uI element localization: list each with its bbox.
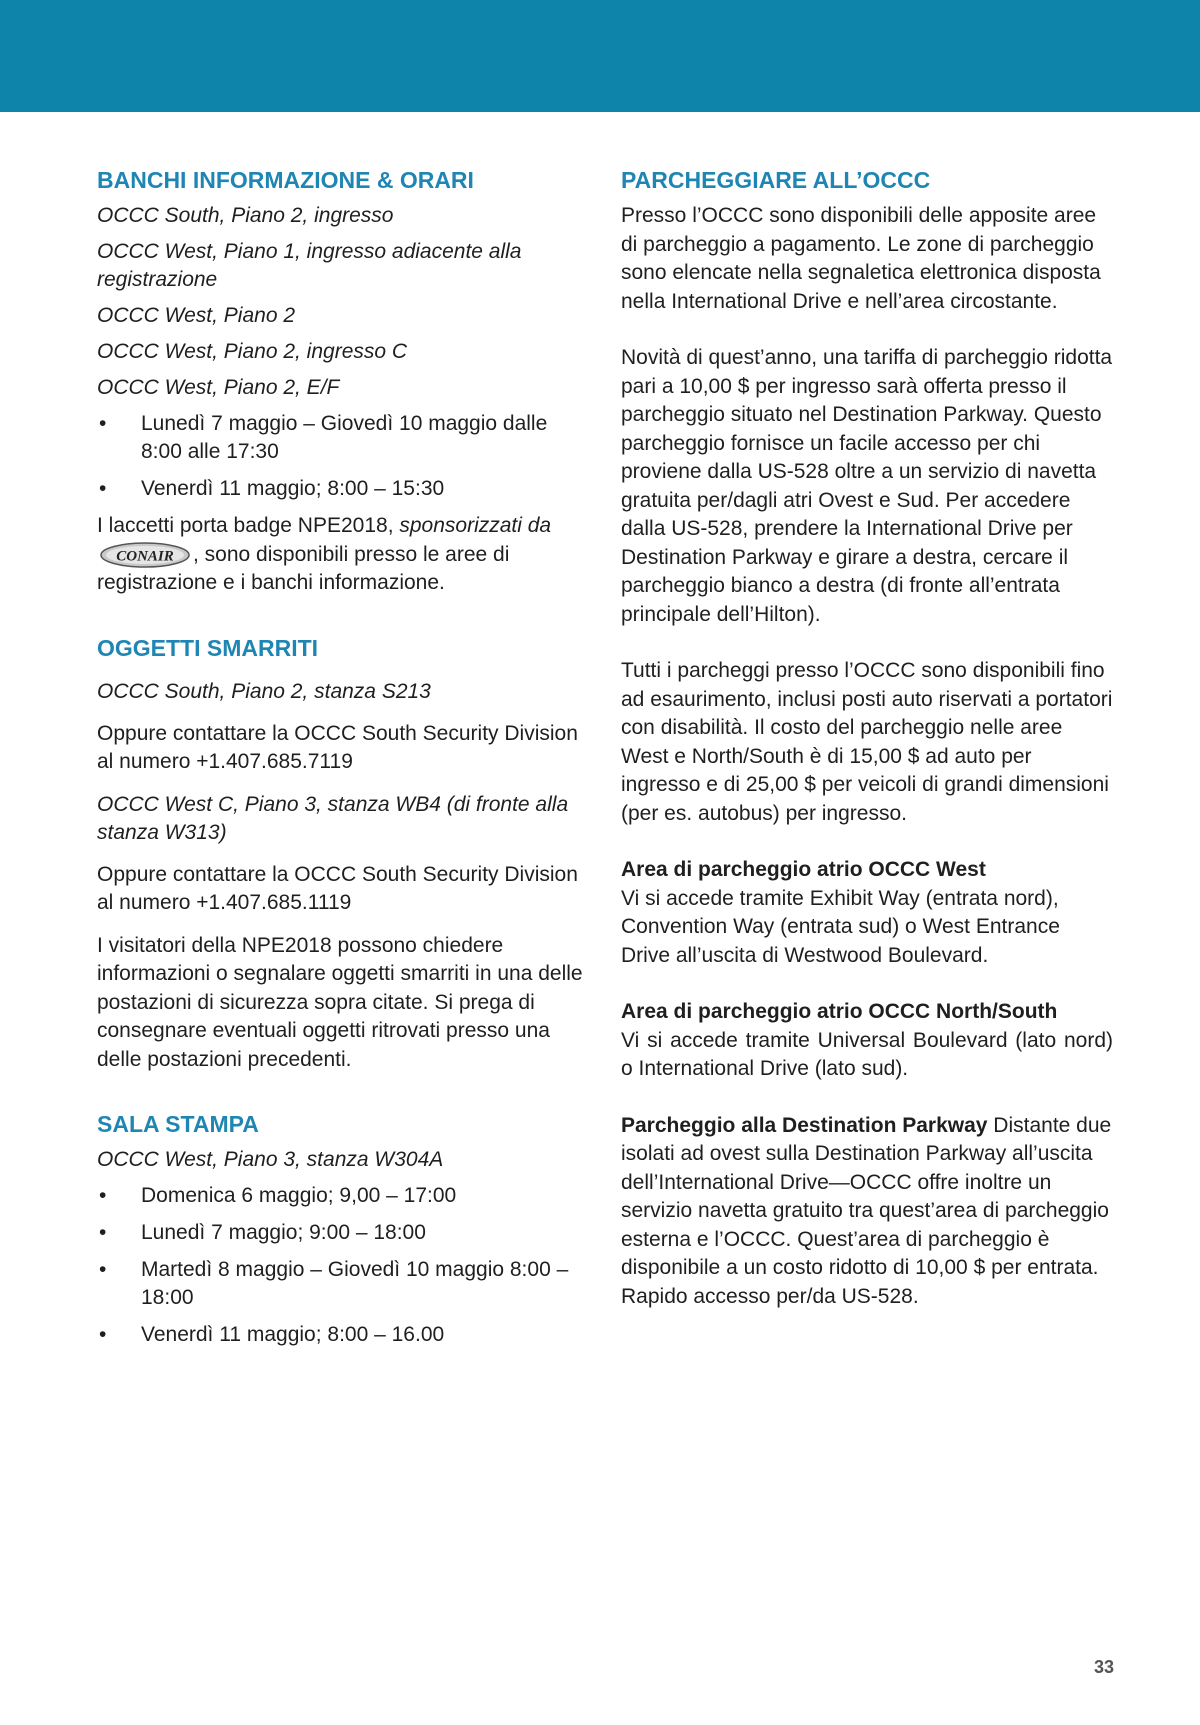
parking-intro: Presso l’OCCC sono disponibili delle apposite aree di parcheggio a pagamento. Le zone di parcheggio sono elencate nella segnaletica elettronica disposta nella International Drive e nell’area circostante. [621,204,1101,313]
parking-heading: PARCHEGGIARE ALL’OCCC [621,167,931,193]
info-location: OCCC West, Piano 2, ingresso C [97,340,408,363]
conair-logo [99,541,191,569]
right-column [621,166,1113,1319]
lanyard-paragraph [97,512,590,598]
press-hours-item: Lunedì 7 maggio; 9:00 – 18:00 [141,1221,426,1244]
lost-contact: Oppure contattare la OCCC South Security Division al numero +1.407.685.1119 [97,862,578,914]
lost-section [97,634,590,1075]
press-hours-item: Martedì 8 maggio – Giovedì 10 maggio 8:00 – 18:00 [141,1258,569,1309]
info-location: OCCC West, Piano 2 [97,304,296,327]
parking-northsouth [621,998,1113,1084]
page-number: 33 [1093,1657,1114,1677]
parking-destination-text: Distante due isolati ad ovest sulla Destination Parkway all’uscita dell’International Drive—OCCC offre inoltre un servizio navetta gratuito tra quest’area di parcheggio esterna e l’OCCC. Quest’area di parcheggio è disponibile a un costo ridotto di 10,00 $ per entrata. Rapido accesso per/da US-528. [621,1113,1112,1308]
press-section [97,1110,590,1349]
parking-destination-title: Parcheggio alla Destination Parkway [621,1113,988,1137]
info-hours-item: Venerdì 11 maggio; 8:00 – 15:30 [141,477,445,500]
press-heading: SALA STAMPA [97,1111,259,1137]
info-location: OCCC South, Piano 2, ingresso [97,204,394,227]
parking-west [621,856,1113,970]
list-item [97,1182,590,1210]
bullet-icon: • [99,1221,107,1244]
bullet-icon: • [99,1184,107,1207]
list-item [97,1256,590,1312]
lost-location: OCCC West C, Piano 3, stanza WB4 (di fronte alla stanza W313) [97,792,569,844]
info-section [97,166,590,598]
lost-heading: OGGETTI SMARRITI [97,634,319,661]
parking-availability: Tutti i parcheggi presso l’OCCC sono disponibili fino ad esaurimento, inclusi posti auto riservati a portatori con disabilità. Il costo del parcheggio nelle aree West e North/South è di 15,00 $ ad auto per ingresso e di 25,00 $ per veicoli di grandi dimensioni (per es. autobus) per ingresso. [621,659,1113,825]
list-item [97,1321,590,1349]
list-item [97,410,590,466]
press-hours-list [97,1182,590,1349]
bullet-icon: • [99,477,107,500]
bullet-icon: • [99,1258,107,1281]
lost-contact: Oppure contattare la OCCC South Security Division al numero +1.407.685.7119 [97,721,578,773]
header-band [0,0,1200,112]
info-hours-list [97,410,590,503]
press-hours-item: Venerdì 11 maggio; 8:00 – 16.00 [141,1323,445,1346]
bullet-icon: • [99,1323,107,1346]
parking-northsouth-text: Vi si accede tramite Universal Boulevard (lato nord) o International Drive (lato sud). [621,1028,1113,1080]
info-location: OCCC West, Piano 1, ingresso adiacente alla registrazione [97,240,522,291]
parking-west-text: Vi si accede tramite Exhibit Way (entrata nord), Convention Way (entrata sud) o West Entrance Drive all’uscita di Westwood Boulevard. [621,886,1060,967]
parking-west-title: Area di parcheggio atrio OCCC West [621,858,986,881]
lost-note: I visitatori della NPE2018 possono chiedere informazioni o segnalare oggetti smarriti in una delle postazioni di sicurezza sopra citate. Si prega di consegnare eventuali oggetti ritrovati presso una delle postazioni precedenti. [97,933,583,1071]
bullet-icon: • [99,412,107,435]
list-item [97,475,590,503]
list-item [97,1219,590,1247]
svg-text:CONAIR: CONAIR [116,548,174,565]
parking-destination [621,1112,1113,1312]
press-hours-item: Domenica 6 maggio; 9,00 – 17:00 [141,1184,457,1207]
lanyard-sponsor-text: sponsorizzati da [399,514,552,537]
lanyard-text: I laccetti porta badge NPE2018, [97,514,400,537]
press-location: OCCC West, Piano 3, stanza W304A [97,1148,444,1171]
info-location: OCCC West, Piano 2, E/F [97,376,340,399]
lost-location: OCCC South, Piano 2, stanza S213 [97,679,431,703]
lanyard-text: , sono disponibili presso le aree di registrazione e i banchi informazione. [97,542,510,594]
left-column [97,166,590,1385]
info-heading: BANCHI INFORMAZIONE & ORARI [97,167,474,193]
parking-novelty: Novità di quest’anno, una tariffa di parcheggio ridotta pari a 10,00 $ per ingresso sarà offerta presso il parcheggio situato nel Destination Parkway. Questo parcheggio fornisce un facile accesso per chi proviene dalla US-528 oltre a un servizio di navetta gratuita per/dagli atri Ovest e Sud. Per accedere dalla US-528, prendere la International Drive per Destination Parkway e girare a destra, cercare il parcheggio bianco a destra (di fronte all’entrata principale dell’Hilton). [621,346,1113,626]
info-hours-item: Lunedì 7 maggio – Giovedì 10 maggio dalle 8:00 alle 17:30 [141,412,548,463]
parking-northsouth-title: Area di parcheggio atrio OCCC North/South [621,1000,1058,1023]
